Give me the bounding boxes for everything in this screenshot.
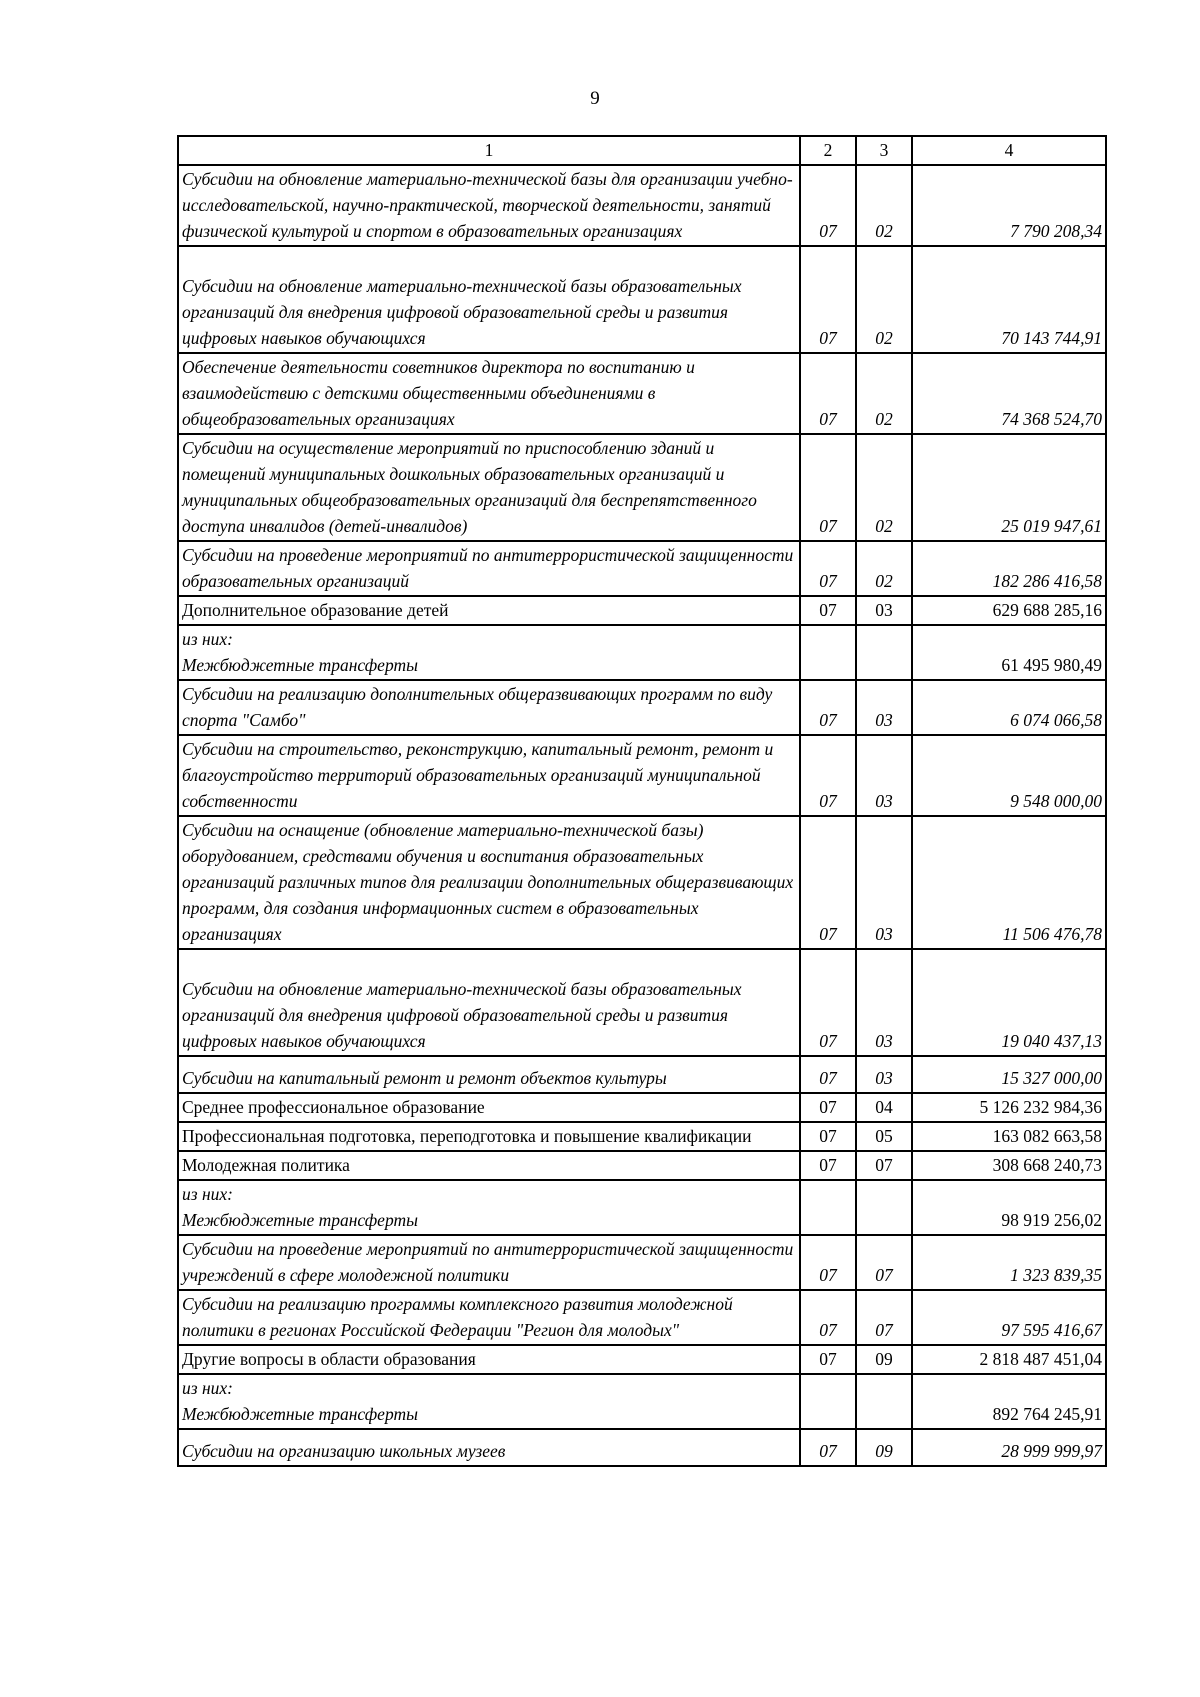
subsection-code-cell [856, 1180, 912, 1235]
subsection-code-cell: 02 [856, 541, 912, 596]
subsection-code-cell: 03 [856, 1056, 912, 1093]
amount-cell: 6 074 066,58 [912, 680, 1106, 735]
table-header-row [178, 136, 1106, 165]
section-code-cell: 07 [800, 165, 856, 246]
amount-cell: 28 999 999,97 [912, 1429, 1106, 1466]
section-code-cell [800, 625, 856, 680]
subsection-code-cell: 03 [856, 735, 912, 816]
row-name-cell [178, 165, 800, 246]
subsection-code-cell: 09 [856, 1345, 912, 1374]
amount-cell: 11 506 476,78 [912, 816, 1106, 949]
section-code-cell: 07 [800, 816, 856, 949]
table-row [178, 541, 1106, 596]
section-code-cell: 07 [800, 1235, 856, 1290]
row-name-cell [178, 434, 800, 541]
row-prefix: из них: [182, 629, 233, 649]
row-name: Молодежная политика [182, 1155, 350, 1175]
budget-table [177, 135, 1107, 1467]
section-code-cell: 07 [800, 680, 856, 735]
subsection-code-cell: 03 [856, 596, 912, 625]
section-code-cell: 07 [800, 1056, 856, 1093]
row-name: Межбюджетные трансферты [182, 1210, 418, 1230]
table-row [178, 1180, 1106, 1235]
row-prefix: из них: [182, 1378, 233, 1398]
subsection-code-cell: 02 [856, 434, 912, 541]
section-code-cell: 07 [800, 1151, 856, 1180]
amount-cell: 7 790 208,34 [912, 165, 1106, 246]
amount-cell: 25 019 947,61 [912, 434, 1106, 541]
row-name-cell [178, 1093, 800, 1122]
table-row [178, 1122, 1106, 1151]
row-name: Субсидии на организацию школьных музеев [182, 1441, 506, 1461]
subsection-code-cell [856, 625, 912, 680]
section-code-cell: 07 [800, 1290, 856, 1345]
table-row [178, 1429, 1106, 1466]
subsection-code-cell: 02 [856, 353, 912, 434]
amount-cell: 74 368 524,70 [912, 353, 1106, 434]
header-col-3: 3 [856, 136, 912, 165]
subsection-code-cell: 02 [856, 246, 912, 353]
row-name-cell [178, 1122, 800, 1151]
row-name: Субсидии на проведение мероприятий по антитеррористической защищенности образовательных организаций [182, 545, 794, 591]
section-code-cell [800, 1180, 856, 1235]
table-row [178, 1235, 1106, 1290]
amount-cell: 61 495 980,49 [912, 625, 1106, 680]
table-row [178, 1093, 1106, 1122]
row-prefix: из них: [182, 1184, 233, 1204]
row-name: Субсидии на проведение мероприятий по антитеррористической защищенности учреждений в сфере молодежной политики [182, 1239, 794, 1285]
table-row [178, 949, 1106, 1056]
table-row [178, 353, 1106, 434]
amount-cell: 97 595 416,67 [912, 1290, 1106, 1345]
amount-cell: 70 143 744,91 [912, 246, 1106, 353]
row-name-cell [178, 680, 800, 735]
row-name: Субсидии на строительство, реконструкцию, капитальный ремонт, ремонт и благоустройство территорий образовательных организаций муниципальной собственности [182, 739, 774, 811]
table-row [178, 246, 1106, 353]
row-name: Межбюджетные трансферты [182, 655, 418, 675]
subsection-code-cell: 05 [856, 1122, 912, 1151]
row-name: Субсидии на осуществление мероприятий по приспособлению зданий и помещений муниципальных дошкольных образовательных организаций и муниципальных общеобразовательных организаций для беспрепятственного доступа инвалидов (детей-инвалидов) [182, 438, 757, 536]
table-row [178, 1374, 1106, 1429]
section-code-cell: 07 [800, 434, 856, 541]
table-row [178, 596, 1106, 625]
amount-cell: 98 919 256,02 [912, 1180, 1106, 1235]
amount-cell: 1 323 839,35 [912, 1235, 1106, 1290]
amount-cell: 15 327 000,00 [912, 1056, 1106, 1093]
subsection-code-cell: 03 [856, 816, 912, 949]
amount-cell: 5 126 232 984,36 [912, 1093, 1106, 1122]
section-code-cell: 07 [800, 949, 856, 1056]
row-name-cell [178, 353, 800, 434]
subsection-code-cell: 09 [856, 1429, 912, 1466]
table-row [178, 816, 1106, 949]
section-code-cell: 07 [800, 541, 856, 596]
row-name: Дополнительное образование детей [182, 600, 449, 620]
row-name: Субсидии на обновление материально-технической базы для организации учебно-исследовательской, научно-практической, творческой деятельности, занятий физической культурой и спортом в образовательных организациях [182, 169, 793, 241]
amount-cell: 19 040 437,13 [912, 949, 1106, 1056]
table-row [178, 1290, 1106, 1345]
row-name: Профессиональная подготовка, переподготовка и повышение квалификации [182, 1126, 752, 1146]
section-code-cell: 07 [800, 1093, 856, 1122]
header-col-2: 2 [800, 136, 856, 165]
amount-cell: 308 668 240,73 [912, 1151, 1106, 1180]
table-row [178, 434, 1106, 541]
section-code-cell: 07 [800, 246, 856, 353]
page-number: 9 [590, 88, 600, 109]
section-code-cell: 07 [800, 596, 856, 625]
table-row [178, 625, 1106, 680]
row-name-cell [178, 1345, 800, 1374]
row-name: Субсидии на реализацию дополнительных общеразвивающих программ по виду спорта "Самбо" [182, 684, 773, 730]
row-name-cell [178, 1429, 800, 1466]
row-name-cell [178, 1374, 800, 1429]
row-name-cell [178, 1235, 800, 1290]
row-name-cell [178, 246, 800, 353]
row-name: Субсидии на капитальный ремонт и ремонт объектов культуры [182, 1068, 667, 1088]
section-code-cell: 07 [800, 735, 856, 816]
table-row [178, 735, 1106, 816]
subsection-code-cell: 03 [856, 680, 912, 735]
row-name: Субсидии на обновление материально-технической базы образовательных организаций для внедрения цифровой образовательной среды и развития цифровых навыков обучающихся [182, 276, 742, 348]
subsection-code-cell: 07 [856, 1151, 912, 1180]
table-row [178, 680, 1106, 735]
row-name-cell [178, 1180, 800, 1235]
section-code-cell [800, 1374, 856, 1429]
row-name-cell [178, 816, 800, 949]
section-code-cell: 07 [800, 1429, 856, 1466]
row-name-cell [178, 1151, 800, 1180]
subsection-code-cell: 04 [856, 1093, 912, 1122]
row-name-cell [178, 541, 800, 596]
section-code-cell: 07 [800, 1345, 856, 1374]
amount-cell: 9 548 000,00 [912, 735, 1106, 816]
table-row [178, 1345, 1106, 1374]
subsection-code-cell [856, 1374, 912, 1429]
amount-cell: 629 688 285,16 [912, 596, 1106, 625]
row-name-cell [178, 625, 800, 680]
row-name: Другие вопросы в области образования [182, 1349, 476, 1369]
row-name: Субсидии на обновление материально-технической базы образовательных организаций для внедрения цифровой образовательной среды и развития цифровых навыков обучающихся [182, 979, 742, 1051]
section-code-cell: 07 [800, 1122, 856, 1151]
subsection-code-cell: 02 [856, 165, 912, 246]
table-row [178, 1056, 1106, 1093]
header-col-4: 4 [912, 136, 1106, 165]
amount-cell: 892 764 245,91 [912, 1374, 1106, 1429]
subsection-code-cell: 07 [856, 1290, 912, 1345]
row-name-cell [178, 1290, 800, 1345]
amount-cell: 2 818 487 451,04 [912, 1345, 1106, 1374]
subsection-code-cell: 03 [856, 949, 912, 1056]
amount-cell: 163 082 663,58 [912, 1122, 1106, 1151]
row-name: Субсидии на оснащение (обновление материально-технической базы) оборудованием, средствами обучения и воспитания образовательных организаций различных типов для реализации дополнительных общеразвивающих программ, для создания информационных систем в образовательных организациях [182, 820, 794, 944]
row-name: Субсидии на реализацию программы комплексного развития молодежной политики в регионах Российской Федерации "Регион для молодых" [182, 1294, 733, 1340]
row-name: Среднее профессиональное образование [182, 1097, 485, 1117]
row-name: Обеспечение деятельности советников директора по воспитанию и взаимодействию с детскими общественными объединениями в общеобразовательных организациях [182, 357, 695, 429]
amount-cell: 182 286 416,58 [912, 541, 1106, 596]
table-row [178, 1151, 1106, 1180]
row-name-cell [178, 596, 800, 625]
header-col-1: 1 [178, 136, 800, 165]
table-row [178, 165, 1106, 246]
row-name-cell [178, 1056, 800, 1093]
row-name-cell [178, 735, 800, 816]
row-name: Межбюджетные трансферты [182, 1404, 418, 1424]
section-code-cell: 07 [800, 353, 856, 434]
row-name-cell [178, 949, 800, 1056]
subsection-code-cell: 07 [856, 1235, 912, 1290]
